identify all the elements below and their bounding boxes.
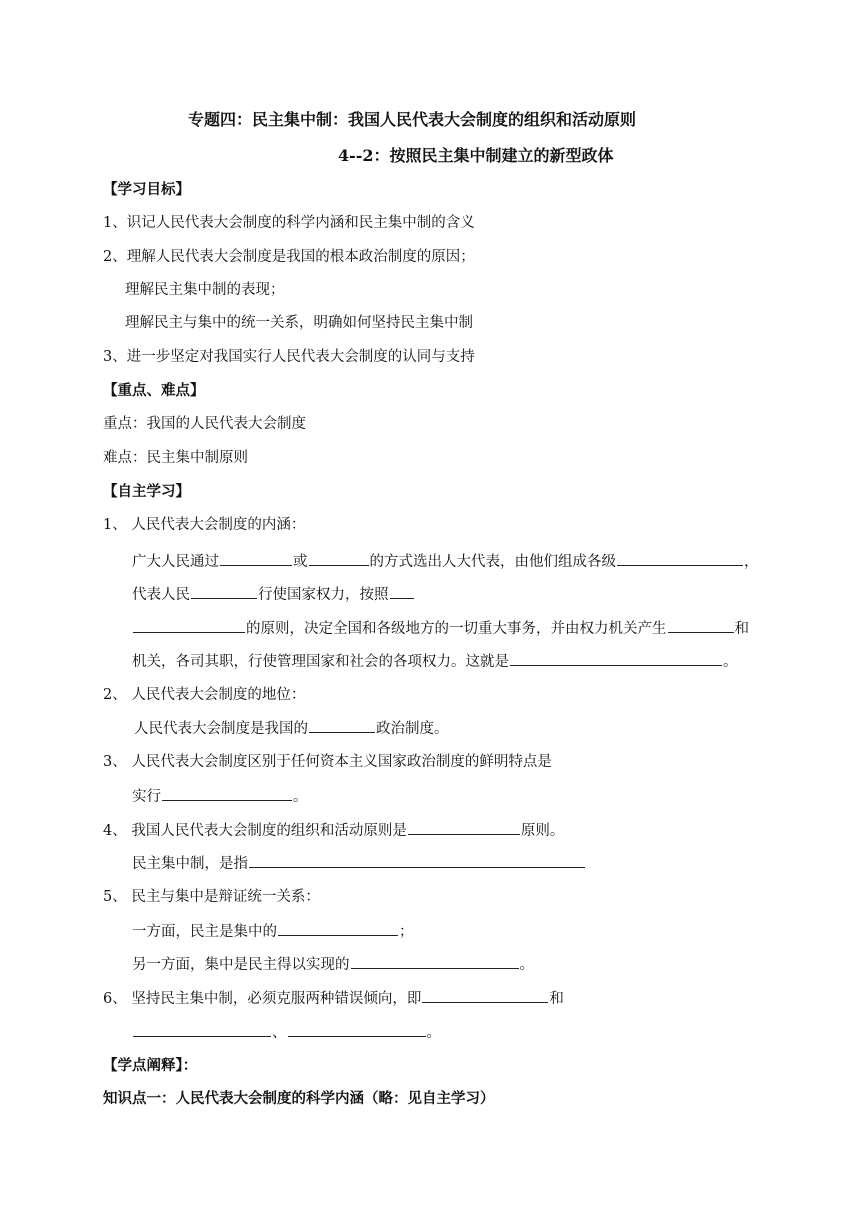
q4-line-2 bbox=[132, 853, 586, 874]
fill-blank[interactable] bbox=[351, 954, 519, 969]
self-study-heading: 【自主学习】 bbox=[103, 483, 190, 500]
q5-text-d: 。 bbox=[519, 957, 534, 973]
q6-line-1 bbox=[103, 988, 564, 1009]
q4-text-c: 民主集中制，是指 bbox=[132, 856, 248, 872]
fill-blank[interactable] bbox=[133, 618, 245, 633]
fill-blank[interactable] bbox=[191, 584, 257, 599]
q1-text-g: 的原则，决定全国和各级地方的一切重大事务，并由权力机关产生 bbox=[246, 621, 667, 637]
focus-text: 重点：我国的人民代表大会制度 bbox=[103, 416, 306, 432]
q5-text-c: 另一方面，集中是民主得以实现的 bbox=[132, 957, 350, 973]
q1-label: 1、 人民代表大会制度的内涵： bbox=[103, 517, 306, 533]
q5-line-1 bbox=[132, 921, 414, 942]
goals-heading: 【学习目标】 bbox=[103, 181, 190, 198]
fill-blank[interactable] bbox=[133, 1022, 271, 1037]
q3-text-b: 。 bbox=[293, 789, 308, 805]
fill-blank[interactable] bbox=[668, 618, 734, 633]
difficulty-text: 难点：民主集中制原则 bbox=[103, 450, 248, 466]
goal-item-1: 1、识记人民代表大会制度的科学内涵和民主集中制的含义 bbox=[103, 215, 475, 231]
q3-line bbox=[132, 786, 308, 807]
q6-text-d: 。 bbox=[426, 1025, 441, 1041]
goal-item-2b: 理解民主与集中的统一关系，明确如何坚持民主集中制 bbox=[125, 315, 473, 331]
fill-blank[interactable] bbox=[422, 988, 548, 1003]
q1-text-f: 行使国家权力，按照 bbox=[258, 587, 389, 603]
q6-text-a: 6、 坚持民主集中制，必须克服两种错误倾向，即 bbox=[103, 991, 422, 1007]
q1-text-b: 或 bbox=[293, 554, 308, 570]
q6-line-2 bbox=[132, 1022, 441, 1043]
q1-line-4 bbox=[132, 651, 738, 672]
q6-text-c: 、 bbox=[272, 1025, 287, 1041]
fill-blank[interactable] bbox=[278, 921, 398, 936]
q1-line-2 bbox=[132, 584, 415, 605]
q1-text-e: 代表人民 bbox=[132, 587, 190, 603]
fill-blank[interactable] bbox=[249, 853, 585, 868]
q3-label: 3、 人民代表大会制度区别于任何资本主义国家政治制度的鲜明特点是 bbox=[103, 754, 552, 770]
q2-label: 2、 人民代表大会制度的地位： bbox=[103, 687, 306, 703]
document-title: 专题四：民主集中制：我国人民代表大会制度的组织和活动原则 bbox=[188, 110, 637, 129]
goal-item-2: 2、理解人民代表大会制度是我国的根本政治制度的原因； bbox=[103, 249, 475, 265]
goal-item-2a: 理解民主集中制的表现； bbox=[125, 282, 285, 298]
explain-heading: 【学点阐释】： bbox=[103, 1057, 198, 1074]
q4-text-b: 原则。 bbox=[520, 823, 565, 839]
q5-text-b: ； bbox=[399, 924, 414, 940]
q1-text-a: 广大人民通过 bbox=[132, 554, 219, 570]
goal-item-3: 3、进一步坚定对我国实行人民代表大会制度的认同与支持 bbox=[103, 349, 475, 365]
fill-blank[interactable] bbox=[408, 820, 520, 835]
q1-text-h: 和 bbox=[734, 621, 749, 637]
q1-line-1 bbox=[132, 551, 759, 572]
knowledge-point-1: 知识点一：人民代表大会制度的科学内涵（略：见自主学习） bbox=[103, 1090, 495, 1107]
fill-blank[interactable] bbox=[617, 551, 743, 566]
document-subtitle: 4--2：按照民主集中制建立的新型政体 bbox=[338, 146, 614, 165]
q5-label: 5、 民主与集中是辩证统一关系： bbox=[103, 889, 320, 905]
q1-text-d: ， bbox=[744, 554, 759, 570]
q2-text-a: 人民代表大会制度是我国的 bbox=[134, 721, 308, 737]
fill-blank[interactable] bbox=[510, 651, 722, 666]
key-points-heading: 【重点、难点】 bbox=[103, 382, 205, 399]
fill-blank[interactable] bbox=[288, 1022, 426, 1037]
q5-text-a: 一方面，民主是集中的 bbox=[132, 924, 277, 940]
fill-blank[interactable] bbox=[390, 584, 414, 599]
q6-text-b: 和 bbox=[549, 991, 564, 1007]
q1-text-i: 机关，各司其职，行使管理国家和社会的各项权力。这就是 bbox=[132, 654, 509, 670]
q1-line-3 bbox=[132, 618, 749, 639]
q2-line bbox=[134, 718, 449, 739]
q1-text-c: 的方式选出人大代表，由他们组成各级 bbox=[369, 554, 616, 570]
q4-line-1 bbox=[103, 820, 564, 841]
q4-text-a: 4、 我国人民代表大会制度的组织和活动原则是 bbox=[103, 823, 407, 839]
q2-text-b: 政治制度。 bbox=[376, 721, 449, 737]
q5-line-2 bbox=[132, 954, 534, 975]
fill-blank[interactable] bbox=[309, 718, 375, 733]
fill-blank[interactable] bbox=[220, 551, 292, 566]
q3-text-a: 实行 bbox=[132, 789, 161, 805]
q1-text-j: 。 bbox=[723, 654, 738, 670]
fill-blank[interactable] bbox=[309, 551, 369, 566]
fill-blank[interactable] bbox=[162, 786, 292, 801]
